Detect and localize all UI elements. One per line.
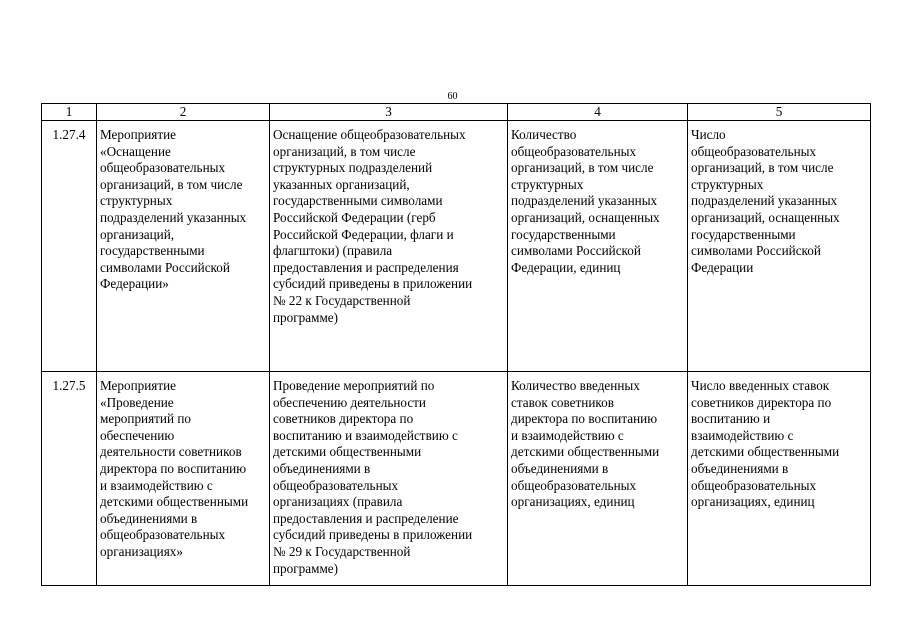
event-name: Мероприятие «Оснащение общеобразовательных организаций, в том числе структурных подразделений указанных организаций, государственными символами Российской Федерации» bbox=[97, 121, 270, 372]
event-description: Проведение мероприятий по обеспечению деятельности советников директора по воспитанию и взаимодействию с детскими общественными объединениями в общеобразовательных организациях (правила предоставления и распределение субсидий приведены в приложении № 29 к Государственной программе) bbox=[270, 372, 508, 586]
column-number-row bbox=[42, 104, 871, 121]
event-name: Мероприятие «Проведение мероприятий по обеспечению деятельности советников директора по воспитанию и взаимодействию с детскими общественными объединениями в общеобразовательных организациях» bbox=[97, 372, 270, 586]
indicator-name: Количество введенных ставок советников директора по воспитанию и взаимодействию с детскими общественными объединениями в общеобразовательных организациях, единиц bbox=[508, 372, 688, 586]
item-code: 1.27.4 bbox=[42, 121, 97, 372]
column-number-1: 1 bbox=[42, 104, 97, 121]
column-number-5: 5 bbox=[688, 104, 871, 121]
table-row bbox=[42, 121, 871, 372]
page-number: 60 bbox=[447, 91, 458, 102]
column-number-2: 2 bbox=[97, 104, 270, 121]
event-description: Оснащение общеобразовательных организаций, в том числе структурных подразделений указанных организаций, государственными символами Российской Федерации (герб Российской Федерации, флаги и флагштоки) (правила предоставления и распределения субсидий приведены в приложении № 22 к Государственной программе) bbox=[270, 121, 508, 372]
column-number-3: 3 bbox=[270, 104, 508, 121]
result-description: Число введенных ставок советников директора по воспитанию и взаимодействию с детскими общественными объединениями в общеобразовательных организациях, единиц bbox=[688, 372, 871, 586]
measures-table bbox=[41, 103, 871, 586]
indicator-name: Количество общеобразовательных организаций, в том числе структурных подразделений указанных организаций, оснащенных государственными символами Российской Федерации, единиц bbox=[508, 121, 688, 372]
result-description: Число общеобразовательных организаций, в том числе структурных подразделений указанных организаций, оснащенных государственными символами Российской Федерации bbox=[688, 121, 871, 372]
item-code: 1.27.5 bbox=[42, 372, 97, 586]
column-number-4: 4 bbox=[508, 104, 688, 121]
table-row bbox=[42, 372, 871, 586]
